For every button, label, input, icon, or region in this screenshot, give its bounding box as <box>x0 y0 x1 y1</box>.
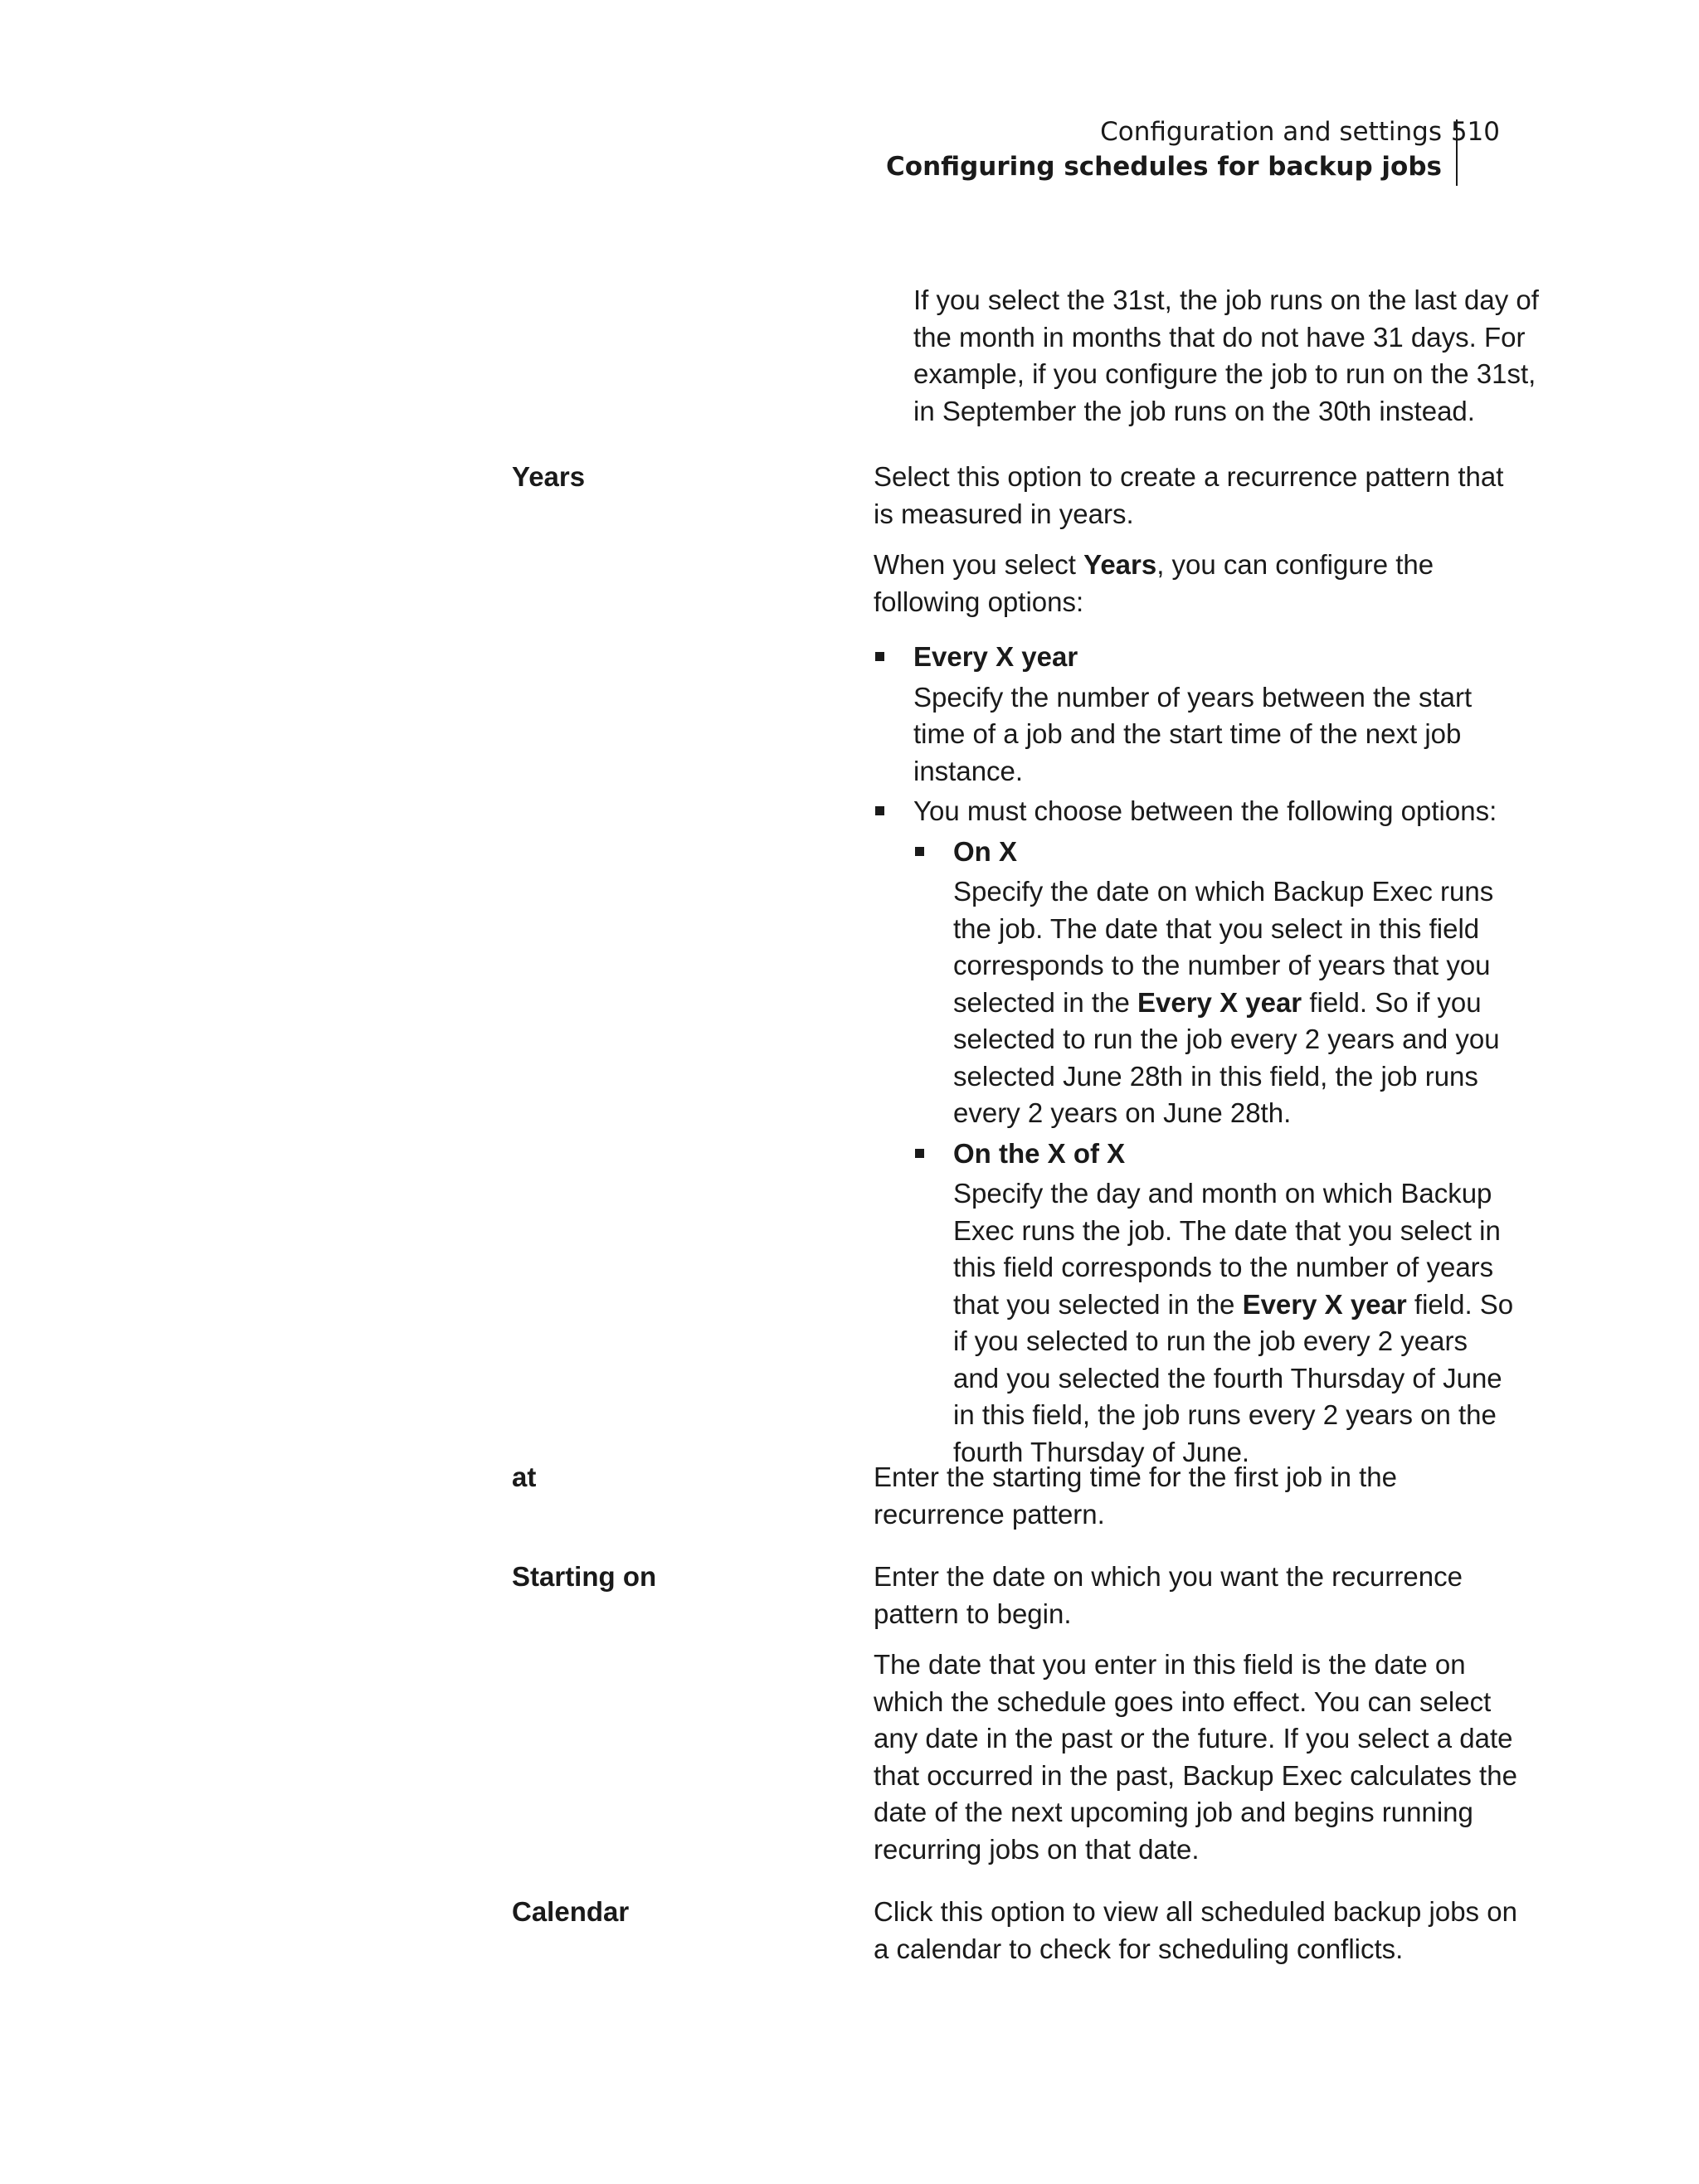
list-item <box>913 1136 1521 1471</box>
text-span: , you can configure the following options: <box>874 549 1434 617</box>
section-title: Configuring schedules for backup jobs <box>886 152 1442 182</box>
item-body <box>953 873 1521 1132</box>
bullet-icon <box>875 806 884 815</box>
list-item <box>874 793 1521 1471</box>
options-list <box>874 639 1521 1471</box>
item-title: On X <box>953 835 1018 867</box>
text-span: Specify the date on which Backup Exec runs the job. The date that you select in this field corresponds to the number of years that you selected in the <box>953 876 1494 1018</box>
list-item <box>874 639 1521 790</box>
text-span: Specify the day and month on which Backup Exec runs the job. The date that you select in this field corresponds to the number of years that you selected in the <box>953 1178 1501 1320</box>
option-term: Starting on <box>512 1561 657 1592</box>
running-header-titles <box>886 114 1442 184</box>
item-body: You must choose between the following options: <box>913 795 1497 826</box>
description-paragraph: The date that you enter in this field is the date on which the schedule goes into effect. You can select any date in the past or the future. If you select a date that occurred in the past, Backup Exec calculates the date of the next upcoming job and begins running recurring jobs on that date. <box>874 1649 1517 1865</box>
chapter-title: Configuration and settings <box>1100 117 1442 147</box>
option-term: Years <box>512 461 586 492</box>
option-description <box>874 1459 1521 1547</box>
description-paragraph: Enter the date on which you want the recurrence pattern to begin. <box>874 1561 1463 1629</box>
option-term: at <box>512 1462 537 1492</box>
item-title: On the X of X <box>953 1137 1126 1169</box>
text-span: field. So if you selected to run the job every 2 years and you selected the fourth Thursday of June in this field, the job runs every 2 years on the fourth Thursday of June. <box>953 1288 1514 1467</box>
list-item <box>913 834 1521 1132</box>
description-paragraph: Click this option to view all scheduled backup jobs on a calendar to check for scheduling conflicts. <box>874 1896 1517 1964</box>
bold-text: Every X year <box>1137 986 1302 1018</box>
sub-options-list <box>913 834 1521 1471</box>
description-paragraph <box>874 547 1521 620</box>
page-number: 510 <box>1450 117 1500 147</box>
description-paragraph: Select this option to create a recurrence pattern that is measured in years. <box>874 461 1504 529</box>
item-title: Every X year <box>913 641 1078 672</box>
option-term: Calendar <box>512 1896 630 1927</box>
bullet-icon <box>875 652 884 661</box>
item-body <box>953 1175 1521 1471</box>
option-description <box>874 459 1521 1474</box>
item-body: Specify the number of years between the start time of a job and the start time of the next job instance. <box>913 681 1473 786</box>
bold-text: Years <box>1083 549 1157 580</box>
text-span: field. So if you selected to run the job every 2 years and you selected June 28th in this field, the job runs every 2 years on June 28th. <box>953 986 1500 1128</box>
bullet-icon <box>915 847 924 856</box>
intro-paragraph: If you select the 31st, the job runs on the last day of the month in months that do not have 31 days. For example, if you configure the job to run on the 31st, in September the job runs on the 30th instead. <box>913 285 1539 426</box>
page-header <box>853 114 1599 184</box>
text-span: When you select <box>874 549 1084 580</box>
option-description <box>874 1894 1521 1982</box>
bullet-icon <box>915 1149 924 1158</box>
option-description <box>874 1559 1521 1882</box>
description-paragraph: Enter the starting time for the first job in the recurrence pattern. <box>874 1462 1397 1530</box>
bold-text: Every X year <box>1242 1288 1407 1320</box>
